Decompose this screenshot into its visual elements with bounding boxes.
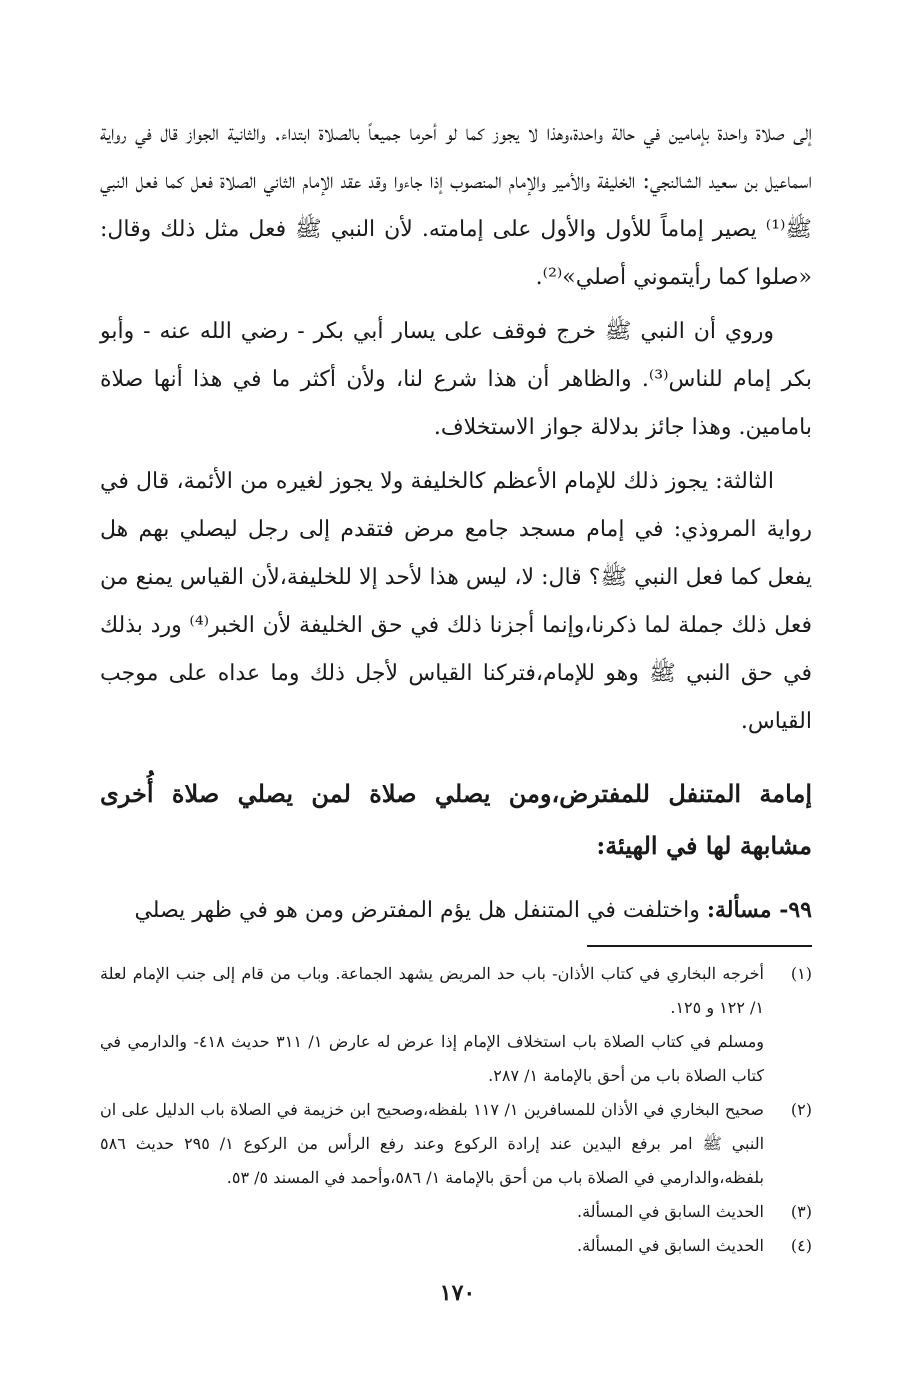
paragraph-1: إلى صلاة واحدة بإمامين في حالة واحدة،وهذا لا يجوز كما لو أحرما جميعاً بالصلاة ابتداء. والثانية الجواز قال في رواية اسماعيل بن سعيد الشالنجي: الخليفة والأمير والإمام المنصوب إذا جاءوا وقد عقد الإمام الثاني الصلاة فعل كما فعل النبي ﷺ⁽¹⁾ يصير إماماً للأول والأول على إمامته. لأن النبي ﷺ فعل مثل ذلك وقال: «صلوا كما رأيتموني أصلي»⁽²⁾.	[100, 121, 812, 290]
masala-label: ٩٩- مسألة:	[706, 897, 812, 923]
footnote-number: (٤)	[790, 1236, 812, 1255]
footnote-body	[100, 1093, 764, 1195]
footnote-2	[100, 1093, 812, 1195]
footnote-divider	[587, 945, 812, 947]
footnotes	[100, 957, 812, 1263]
footnote-number: (١)	[790, 964, 812, 983]
footnote-text: الحديث السابق في المسألة.	[577, 1202, 764, 1221]
footnote-body	[100, 1229, 764, 1263]
footnote-text: ومسلم في كتاب الصلاة باب استخلاف الإمام إذا عرض له عارض ١/ ٣١١ حديث ٤١٨- والدارمي في كتاب الصلاة باب من أحق بالإمامة ١/ ٢٨٧.	[100, 1032, 764, 1085]
footnote-3	[100, 1195, 812, 1229]
masala-line	[100, 886, 812, 935]
page-number: ١٧٠	[439, 1280, 476, 1306]
footnote-4	[100, 1229, 812, 1263]
footnote-number: (٢)	[790, 1100, 812, 1119]
footnote-number: (٣)	[790, 1202, 812, 1221]
footnote-body	[100, 957, 764, 1093]
section-heading: إمامة المتنفل للمفترض،ومن يصلي صلاة لمن يصلي صلاة أُخرى مشابهة لها في الهيئة:	[100, 779, 812, 860]
footnote-text: صحيح البخاري في الأذان للمسافرين ١/ ١١٧ بلفظه،وصحيح ابن خزيمة في الصلاة باب الدليل على ان النبي ﷺ امر برفع اليدين عند إرادة الركوع وعند رفع الرأس من الركوع ١/ ٢٩٥ حديث ٥٨٦ بلفظه،والدارمي في الصلاة باب من أحق بالإمامة ١/ ٥٨٦،وأحمد في المسند ٥/ ٥٣.	[100, 1100, 765, 1187]
paragraph-3: الثالثة: يجوز ذلك للإمام الأعظم كالخليفة ولا يجوز لغيره من الأئمة، قال في رواية المروذي: في إمام مسجد جامع مرض فتقدم إلى رجل ليصلي بهم هل يفعل كما فعل النبي ﷺ؟ قال: لا، ليس هذا لأحد إلا للخليفة،لأن القياس يمنع من فعل ذلك جملة لما ذكرنا،وإنما أجزنا ذلك في حق الخليفة لأن الخبر⁽⁴⁾ ورد بذلك في حق النبي ﷺ وهو للإمام،فتركنا القياس لأجل ذلك وما عداه على موجب القياس.	[100, 469, 812, 734]
footnote-text: أخرجه البخاري في كتاب الأذان- باب حد المريض يشهد الجماعة. وباب من قام إلى جنب الإمام لعلة ١/ ١٢٢ و ١٢٥.	[100, 964, 764, 1017]
footnote-text: الحديث السابق في المسألة.	[577, 1236, 764, 1255]
book-page	[100, 110, 812, 1263]
footnote-body	[100, 1195, 764, 1229]
footnote-1	[100, 957, 812, 1093]
masala-text: واختلفت في المتنفل هل يؤم المفترض ومن هو في ظهر يصلي	[134, 898, 700, 923]
main-text	[100, 110, 812, 746]
paragraph-2: وروي أن النبي ﷺ خرج فوقف على يسار أبي بكر - رضي الله عنه - وأبو بكر إمام للناس⁽³⁾. والظاهر أن هذا شرع لنا، ولأن أكثر ما في هذا أنها صلاة بامامين. وهذا جائز بدلالة جواز الاستخلاف.	[100, 319, 812, 440]
